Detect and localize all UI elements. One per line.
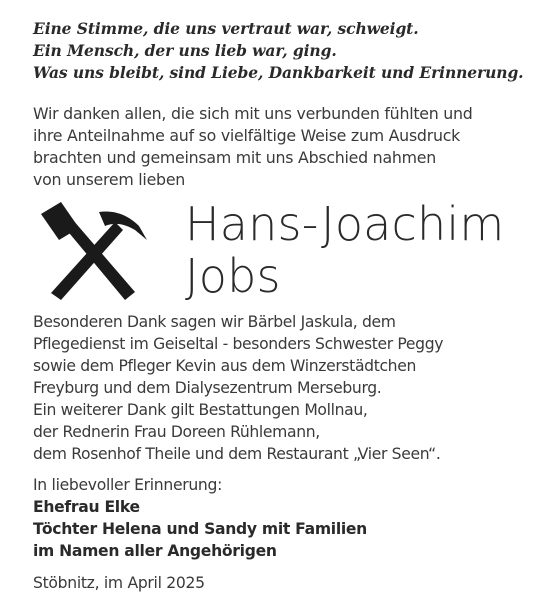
deceased-first-name: Hans-Joachim <box>185 197 505 251</box>
deceased-last-name: Jobs <box>185 249 281 303</box>
special-thanks-line-2: Pflegedienst im Geiseltal - besonders Schwester Peggy <box>33 335 444 353</box>
mourner-line-3: im Namen aller Angehörigen <box>33 542 277 560</box>
deceased-name <box>185 198 504 302</box>
special-thanks-line-7: dem Rosenhof Theile und dem Restaurant „Vier Seen“. <box>33 445 441 463</box>
special-thanks-paragraph <box>33 311 538 465</box>
place-and-date: Stöbnitz, im April 2025 <box>33 574 205 592</box>
special-thanks-line-4: Freyburg und dem Dialysezentrum Merseburg. <box>33 379 382 397</box>
mourner-line-1: Ehefrau Elke <box>33 498 140 516</box>
verse-line-1: Eine Stimme, die uns vertraut war, schweigt. <box>33 19 419 38</box>
mourner-line-2: Töchter Helena und Sandy mit Familien <box>33 520 367 538</box>
thanks-line-4: von unserem lieben <box>33 170 186 189</box>
thanks-line-3: brachten und gemeinsam mit uns Abschied nahmen <box>33 148 436 167</box>
verse-line-3: Was uns bleibt, sind Liebe, Dankbarkeit und Erinnerung. <box>33 63 524 82</box>
thanks-line-2: ihre Anteilnahme auf so vielfältige Weise zum Ausdruck <box>33 126 461 145</box>
thanks-line-1: Wir danken allen, die sich mit uns verbunden fühlten und <box>33 104 473 123</box>
special-thanks-line-3: sowie dem Pfleger Kevin aus dem Winzerstädtchen <box>33 357 416 375</box>
memory-intro: In liebevoller Erinnerung: <box>33 476 223 494</box>
memorial-verse <box>33 18 533 84</box>
hammer-and-pick-icon <box>35 200 150 305</box>
special-thanks-line-1: Besonderen Dank sagen wir Bärbel Jaskula, dem <box>33 313 396 331</box>
verse-line-2: Ein Mensch, der uns lieb war, ging. <box>33 41 337 60</box>
special-thanks-line-5: Ein weiterer Dank gilt Bestattungen Mollnau, <box>33 401 368 419</box>
special-thanks-line-6: der Rednerin Frau Doreen Rühlemann, <box>33 423 320 441</box>
thanks-paragraph <box>33 103 533 191</box>
memory-block <box>33 474 533 562</box>
